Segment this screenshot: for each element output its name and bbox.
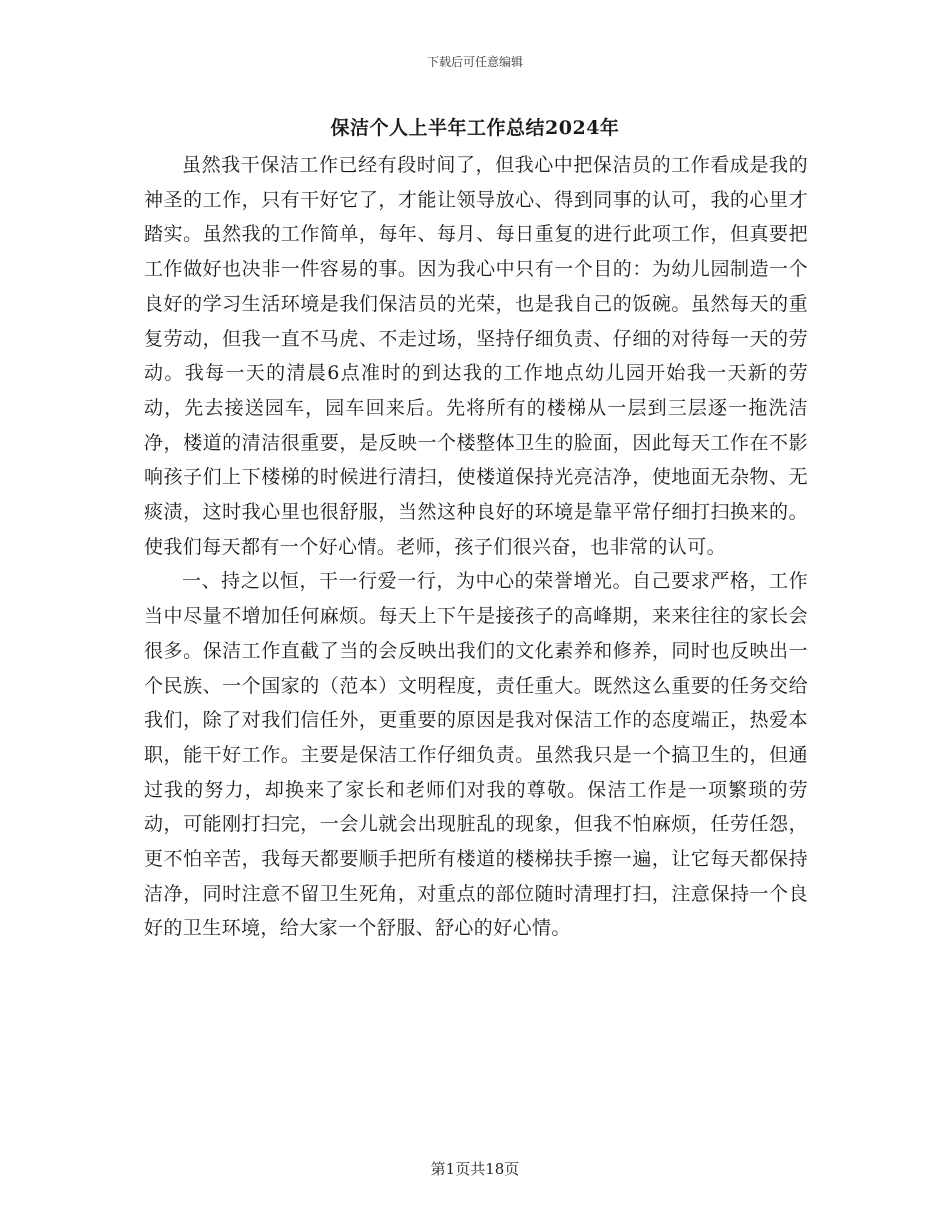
page-number-footer: 第1页共18页: [430, 1160, 520, 1178]
header-note: 下载后可任意编辑: [426, 55, 523, 69]
paragraph-section-one: 一、持之以恒，干一行爱一行，为中心的荣誉增光。自己要求严格，工作当中尽量不增加任何麻烦。每天上下午是接孩子的高峰期，来来往往的家长会很多。保洁工作直截了当的会反映出我们的文化素养和修养，同时也反映出一个民族、一个国家的（范本）文明程度，责任重大。既然这么重要的任务交给我们，除了对我们信任外，更重要的原因是我对保洁工作的态度端正，热爱本职，能干好工作。主要是保洁工作仔细负责。虽然我只是一个搞卫生的，但通过我的努力，却换来了家长和老师们对我的尊敬。保洁工作是一项繁琐的劳动，可能刚打扫完，一会儿就会出现脏乱的现象，但我不怕麻烦，任劳任怨，更不怕辛苦，我每天都要顺手把所有楼道的楼梯扶手擦一遍，让它每天都保持洁净，同时注意不留卫生死角，对重点的部位随时清理打扫，注意保持一个良好的卫生环境，给大家一个舒服、舒心的好心情。: [144, 570, 808, 940]
paragraph-intro: 虽然我干保洁工作已经有段时间了，但我心中把保洁员的工作看成是我的神圣的工作，只有干好它了，才能让领导放心、得到同事的认可，我的心里才踏实。虽然我的工作简单，每年、每月、每日重复的进行此项工作，但真要把工作做好也决非一件容易的事。因为我心中只有一个目的：为幼儿园制造一个良好的学习生活环境是我们保洁员的光荣，也是我自己的饭碗。虽然每天的重复劳动，但我一直不马虎、不走过场，坚持仔细负责、仔细的对待每一天的劳动。我每一天的清晨6点准时的到达我的工作地点幼儿园开始我一天新的劳动，先去接送园车，园车回来后。先将所有的楼梯从一层到三层逐一拖洗洁净，楼道的清洁很重要，是反映一个楼整体卫生的脸面，因此每天工作在不影响孩子们上下楼梯的时候进行清扫，使楼道保持光亮洁净，使地面无杂物、无痰渍，这时我心里也很舒服，当然这种良好的环境是靠平常仔细打扫换来的。使我们每天都有一个好心情。老师，孩子们很兴奋，也非常的认可。: [144, 154, 808, 558]
document-body: [144, 148, 808, 946]
document-title: 保洁个人上半年工作总结2024年: [330, 117, 620, 139]
